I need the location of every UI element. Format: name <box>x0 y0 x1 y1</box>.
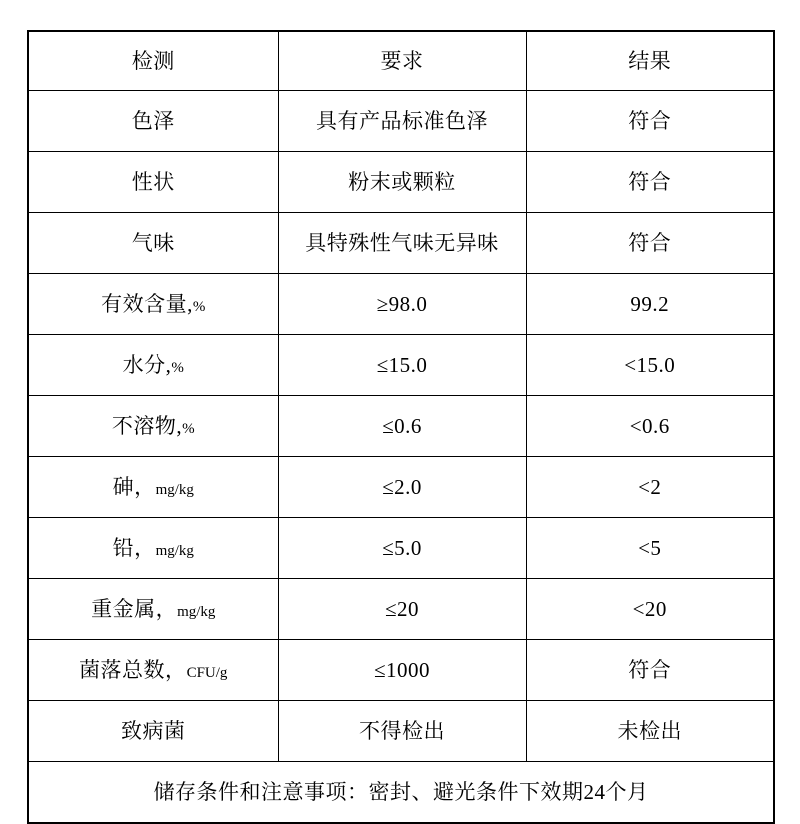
cell-item <box>28 152 278 213</box>
item-unit: % <box>182 420 195 437</box>
cell-result: <0.6 <box>526 396 774 457</box>
table-row <box>28 152 774 213</box>
item-unit: mg/kg <box>155 481 194 498</box>
storage-note: 储存条件和注意事项：密封、避光条件下效期24个月 <box>28 762 774 824</box>
cell-item <box>28 396 278 457</box>
item-label: 致病菌 <box>121 718 186 743</box>
table-header-row <box>28 31 774 91</box>
cell-item <box>28 579 278 640</box>
cell-item <box>28 335 278 396</box>
cell-item <box>28 213 278 274</box>
cell-result: 未检出 <box>526 701 774 762</box>
cell-requirement: ≤1000 <box>278 640 526 701</box>
item-label: 砷， <box>112 474 156 499</box>
cell-item <box>28 701 278 762</box>
cell-requirement: ≤0.6 <box>278 396 526 457</box>
cell-requirement: ≤15.0 <box>278 335 526 396</box>
cell-result: <20 <box>526 579 774 640</box>
table-row <box>28 457 774 518</box>
cell-item <box>28 274 278 335</box>
column-header-result: 结果 <box>526 31 774 91</box>
table-row <box>28 335 774 396</box>
table-row <box>28 640 774 701</box>
item-label: 铅， <box>112 535 156 560</box>
item-label: 菌落总数， <box>79 657 187 682</box>
item-unit: mg/kg <box>155 542 194 559</box>
item-unit: % <box>192 298 206 315</box>
cell-requirement: ≤2.0 <box>278 457 526 518</box>
table-row <box>28 579 774 640</box>
cell-requirement: 粉末或颗粒 <box>278 152 526 213</box>
item-unit: mg/kg <box>177 603 216 620</box>
item-label: 有效含量, <box>101 291 193 316</box>
column-header-item: 检测 <box>28 31 278 91</box>
cell-item <box>28 457 278 518</box>
table-row <box>28 213 774 274</box>
cell-result: 99.2 <box>526 274 774 335</box>
cell-item <box>28 518 278 579</box>
item-label: 色泽 <box>131 108 175 133</box>
cell-requirement: ≤5.0 <box>278 518 526 579</box>
table-row <box>28 701 774 762</box>
cell-result: 符合 <box>526 152 774 213</box>
item-label: 性状 <box>131 169 175 194</box>
item-unit: % <box>171 359 184 376</box>
cell-result: 符合 <box>526 213 774 274</box>
spec-table-container <box>27 30 773 824</box>
table-note-row <box>28 762 774 824</box>
cell-requirement: ≤20 <box>278 579 526 640</box>
specification-table <box>27 30 775 824</box>
cell-requirement: 具特殊性气味无异味 <box>278 213 526 274</box>
cell-result: 符合 <box>526 640 774 701</box>
cell-requirement: 具有产品标准色泽 <box>278 91 526 152</box>
cell-result: <15.0 <box>526 335 774 396</box>
item-unit: CFU/g <box>186 664 228 681</box>
cell-result: <5 <box>526 518 774 579</box>
cell-item <box>28 91 278 152</box>
item-label: 重金属， <box>91 596 178 621</box>
item-label: 水分, <box>122 352 172 377</box>
table-row <box>28 518 774 579</box>
cell-requirement: 不得检出 <box>278 701 526 762</box>
cell-result: <2 <box>526 457 774 518</box>
cell-item <box>28 640 278 701</box>
column-header-requirement: 要求 <box>278 31 526 91</box>
table-row <box>28 91 774 152</box>
cell-result: 符合 <box>526 91 774 152</box>
cell-requirement: ≥98.0 <box>278 274 526 335</box>
table-row <box>28 274 774 335</box>
item-label: 气味 <box>131 230 175 255</box>
table-row <box>28 396 774 457</box>
item-label: 不溶物, <box>111 413 183 438</box>
